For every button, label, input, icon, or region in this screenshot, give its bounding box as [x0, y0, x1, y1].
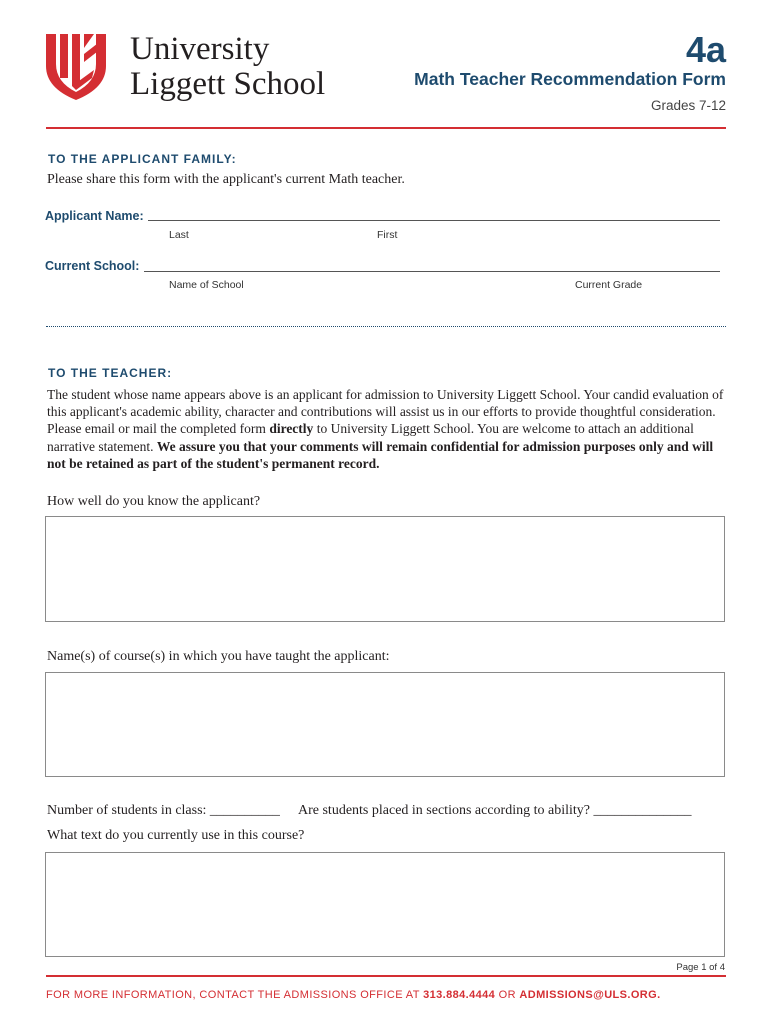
footer-info-prefix: FOR MORE INFORMATION, CONTACT THE ADMISSIONS OFFICE AT — [46, 989, 424, 1001]
footer-phone: 313.884.4444 — [423, 989, 496, 1001]
confidentiality-statement: We assure you that your comments will remain confidential for admission purposes only and will not be retained as part of the student's permanent record. — [47, 438, 714, 471]
grades-label: Grades 7-12 — [650, 98, 726, 113]
page-number: Page 1 of 4 — [676, 962, 725, 973]
current-school-label: Current School: — [45, 259, 140, 273]
question-current-text: What text do you currently use in this course? — [47, 828, 305, 843]
footer-email-link[interactable]: ADMISSIONS@ULS.ORG. — [519, 989, 661, 1001]
question-courses-taught: Name(s) of course(s) in which you have taught the applicant: — [47, 649, 390, 664]
school-name-line2: Liggett School — [130, 66, 326, 102]
footer-or: OR — [495, 989, 520, 1001]
footer-divider — [46, 975, 726, 977]
header-divider — [46, 127, 726, 129]
current-grade-caption: Current Grade — [575, 279, 643, 291]
form-title: Math Teacher Recommendation Form — [414, 69, 726, 89]
section-divider — [46, 326, 726, 327]
applicant-name-label: Applicant Name: — [45, 209, 144, 223]
question-know-applicant: How well do you know the applicant? — [47, 494, 261, 509]
teacher-instructions — [47, 386, 732, 472]
current-text-answer-box[interactable] — [45, 852, 725, 957]
first-name-caption: First — [377, 229, 398, 241]
teacher-instructions-directly: directly — [269, 421, 314, 437]
form-number: 4a — [685, 29, 726, 70]
uls-shield-logo-icon — [46, 34, 106, 100]
family-section-heading: TO THE APPLICANT FAMILY: — [48, 152, 237, 166]
know-applicant-answer-box[interactable] — [45, 516, 725, 622]
current-school-field[interactable] — [144, 271, 720, 272]
name-of-school-caption: Name of School — [169, 279, 244, 291]
courses-taught-answer-box[interactable] — [45, 672, 725, 777]
family-instructions: Please share this form with the applicant's current Math teacher. — [47, 172, 405, 187]
last-name-caption: Last — [169, 229, 189, 241]
teacher-instructions-part1: The student whose name appears above is an applicant for admission to University Liggett School. Your candid evaluation of this applicant's academic ability, character and contributions will assist us in our efforts to provide thoughtful consideration. Please email or mail the completed form — [47, 387, 724, 437]
teacher-instructions-part2: to University Liggett School. You are welcome to attach an additional narrative statement. — [47, 421, 694, 454]
teacher-section-heading: TO THE TEACHER: — [48, 366, 173, 380]
applicant-name-field[interactable] — [148, 220, 720, 221]
school-name-line1: University — [130, 31, 270, 67]
sections-by-ability-field[interactable]: Are students placed in sections according to ability? ______________ — [298, 803, 692, 818]
students-in-class-field[interactable]: Number of students in class: __________ — [47, 803, 280, 818]
footer-contact-info — [46, 988, 661, 1002]
